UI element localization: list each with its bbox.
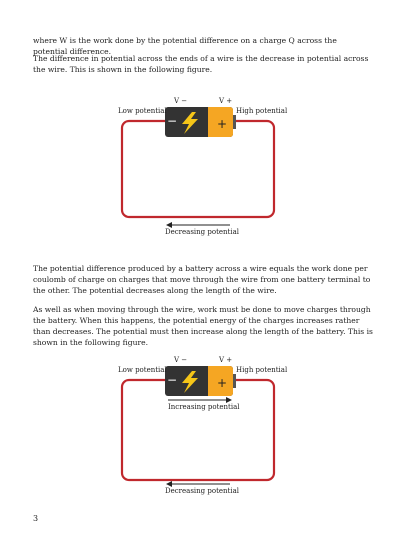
decreasing-potential-label: Decreasing potential: [165, 228, 240, 236]
circuit-figure-1: [0, 90, 400, 250]
minus-sign: −: [167, 114, 178, 128]
high-potential-label: High potential: [236, 107, 288, 115]
plus-sign: +: [217, 117, 228, 131]
paragraph-3: The potential difference produced by a battery across a wire equals the work done per coulomb of charge on charges that move through the wire from one battery terminal to the other. The potential decreases along the length of the wire.: [33, 264, 371, 295]
paragraph-4: As well as when moving through the wire, work must be done to move charges through the battery. When this happens, the potential energy of the charges increases rather than decreases. The potential must then increase along the length of the battery. This is shown in the following figure.: [33, 305, 373, 347]
increasing-potential-label: Increasing potential: [168, 403, 240, 411]
high-potential-label: High potential: [236, 366, 288, 374]
plus-sign: +: [217, 376, 228, 390]
v-minus-label: V −: [174, 356, 188, 364]
v-plus-label: V +: [219, 356, 233, 364]
circuit-figure-2: [0, 350, 400, 500]
decreasing-potential-label: Decreasing potential: [165, 487, 240, 495]
low-potential-label: Low potential: [118, 107, 167, 115]
low-potential-label: Low potential: [118, 366, 167, 374]
paragraph-1: where W is the work done by the potential difference on a charge Q across the potential difference.: [33, 36, 337, 56]
page-number: 3: [33, 514, 39, 523]
minus-sign: −: [167, 373, 178, 387]
paragraph-2: The difference in potential across the ends of a wire is the decrease in potential across the wire. This is shown in the following figure.: [33, 54, 369, 74]
v-plus-label: V +: [219, 97, 233, 105]
v-minus-label: V −: [174, 97, 188, 105]
